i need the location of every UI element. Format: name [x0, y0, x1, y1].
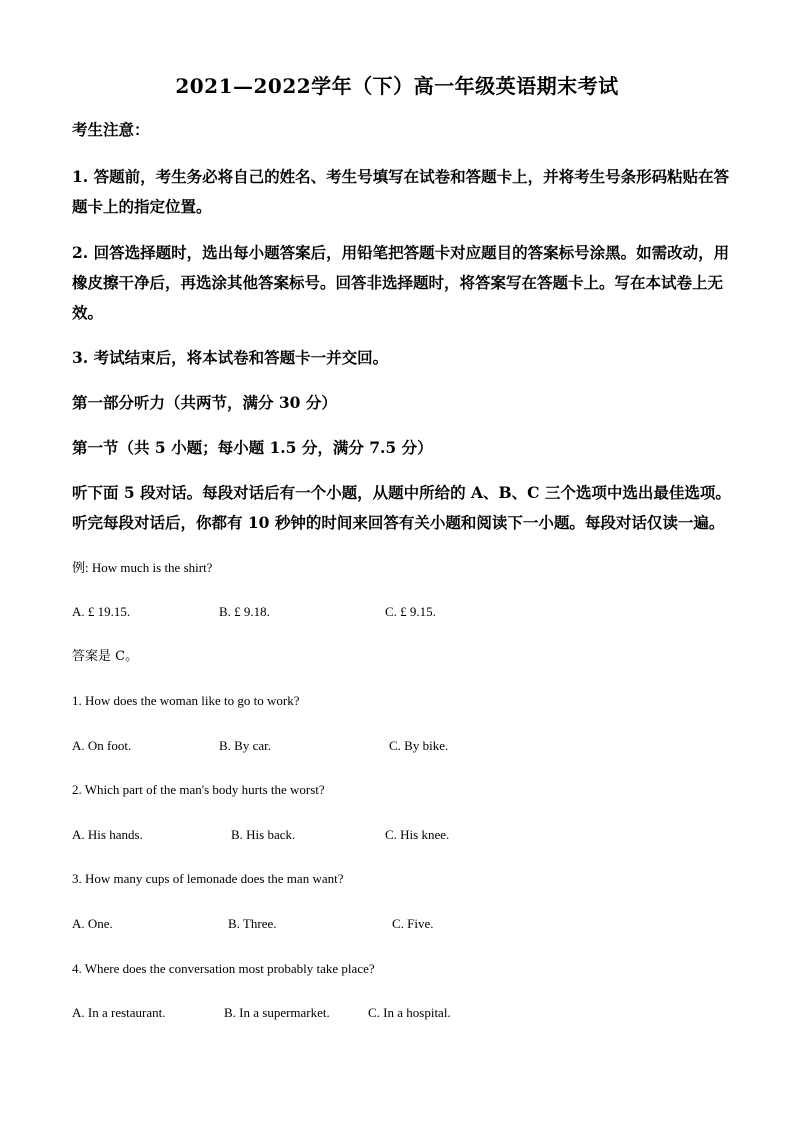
question-4-option-b: B. In a supermarket. [224, 1005, 330, 1020]
question-3-option-b: B. Three. [228, 916, 277, 931]
question-2-option-a: A. His hands. [72, 827, 143, 842]
example-option-b: B. £ 9.18. [219, 604, 270, 619]
question-3-option-c: C. Five. [392, 916, 434, 931]
question-4-option-a: A. In a restaurant. [72, 1005, 166, 1020]
question-1: 1. How does the woman like to go to work? [72, 693, 300, 708]
question-2-option-c: C. His knee. [385, 827, 450, 842]
part1-heading: 第一部分听力（共两节，满分 30 分） [72, 393, 337, 412]
notice-item-2: 2. 回答选择题时，选出每小题答案后，用铅笔把答题卡对应题目的答案标号涂黑。如需改动，用橡皮擦干净后，再选涂其他答案标号。回答非选择题时，将答案写在答题卡上。写在本试卷上无效。 [72, 243, 730, 322]
question-4-option-c: C. In a hospital. [368, 1005, 451, 1020]
question-1-option-b: B. By car. [219, 738, 271, 753]
example-answer: 答案是 C。 [72, 649, 139, 664]
notice-item-3: 3. 考试结束后，将本试卷和答题卡一并交回。 [72, 348, 389, 367]
question-4: 4. Where does the conversation most probably take place? [72, 961, 375, 976]
exam-title: 2021—2022学年（下）高一年级英语期末考试 [175, 74, 619, 98]
notice-heading: 考生注意： [72, 120, 150, 139]
question-1-option-a: A. On foot. [72, 738, 132, 753]
section1-heading: 第一节（共 5 小题；每小题 1.5 分，满分 7.5 分） [72, 438, 433, 457]
listening-instructions: 听下面 5 段对话。每段对话后有一个小题，从题中所给的 A、B、C 三个选项中选出最佳选项。听完每段对话后，你都有 10 秒钟的时间来回答有关小题和阅读下一小题。每段对话仅读一遍。 [72, 483, 731, 532]
question-2-option-b: B. His back. [231, 827, 296, 842]
example-question: 例: How much is the shirt? [72, 560, 213, 575]
example-option-c: C. £ 9.15. [385, 604, 436, 619]
question-3: 3. How many cups of lemonade does the man want? [72, 871, 344, 886]
question-1-option-c: C. By bike. [389, 738, 449, 753]
example-option-a: A. £ 19.15. [72, 604, 131, 619]
notice-item-1: 1. 答题前，考生务必将自己的姓名、考生号填写在试卷和答题卡上，并将考生号条形码粘贴在答题卡上的指定位置。 [72, 167, 730, 216]
question-2: 2. Which part of the man's body hurts the worst? [72, 782, 325, 797]
question-3-option-a: A. One. [72, 916, 113, 931]
